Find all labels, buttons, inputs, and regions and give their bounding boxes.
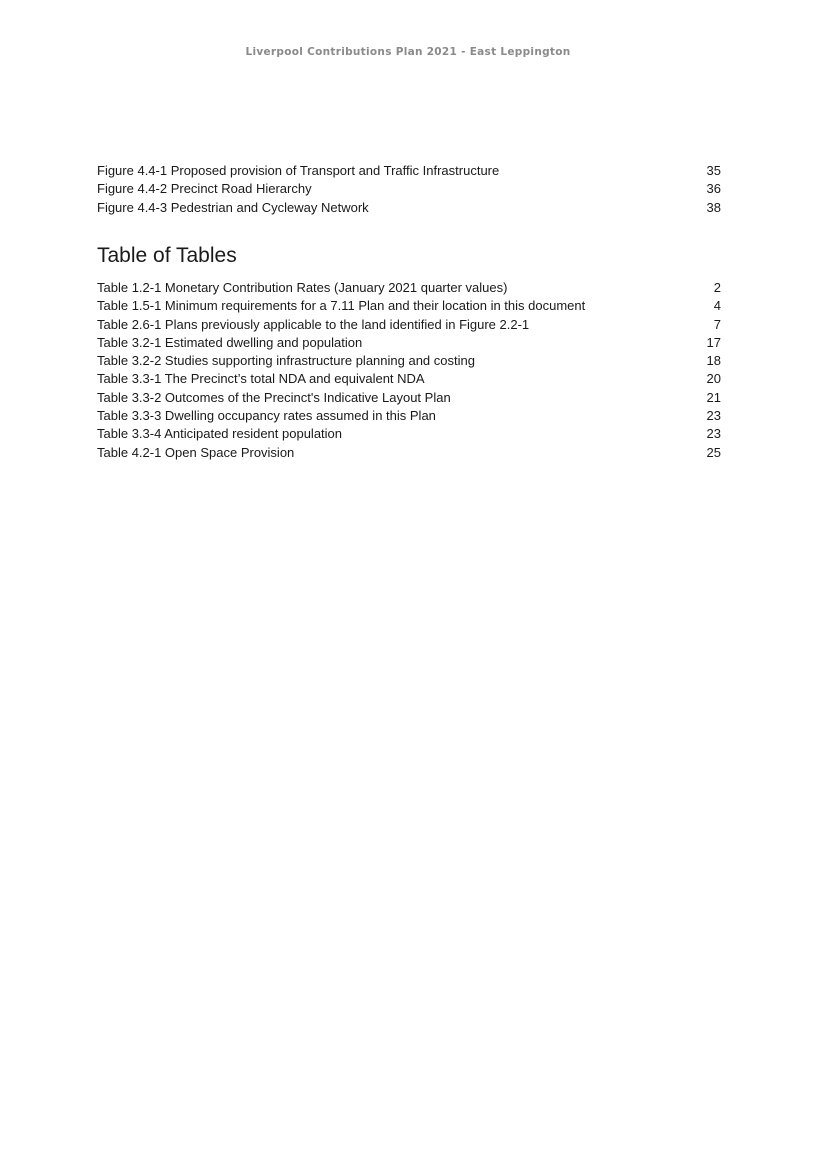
- table-of-tables-list: [97, 279, 721, 462]
- toc-entry-page: 23: [706, 426, 721, 442]
- toc-entry-page: 18: [706, 353, 721, 369]
- toc-entry-page: 17: [706, 334, 721, 350]
- toc-entry-page: 36: [706, 181, 721, 197]
- toc-entry[interactable]: [97, 297, 721, 315]
- toc-entry[interactable]: [97, 352, 721, 370]
- toc-entry-label: Table 3.3-4 Anticipated resident population: [97, 426, 343, 442]
- toc-entry-page: 21: [706, 389, 721, 405]
- toc-entry-label: Table 3.2-2 Studies supporting infrastructure planning and costing: [97, 353, 475, 369]
- toc-entry[interactable]: [97, 370, 721, 388]
- toc-entry-page: 20: [706, 371, 721, 387]
- table-of-figures-list: [97, 162, 721, 217]
- toc-entry-page: 38: [706, 199, 721, 215]
- toc-entry[interactable]: [97, 279, 721, 297]
- toc-entry-page: 35: [706, 163, 721, 178]
- toc-entry-label: Table 3.3-1 The Precinct’s total NDA and equivalent NDA: [97, 371, 425, 387]
- page-header: Liverpool Contributions Plan 2021 - East Leppington: [245, 46, 571, 58]
- toc-entry-page: 2: [713, 280, 721, 295]
- toc-entry-page: 23: [706, 408, 721, 424]
- table-of-tables-heading: Table of Tables: [97, 244, 237, 267]
- toc-entry-page: 25: [706, 444, 721, 460]
- toc-entry-page: 4: [713, 298, 721, 314]
- toc-entry-label: Table 3.3-3 Dwelling occupancy rates assumed in this Plan: [97, 408, 436, 424]
- toc-entry-label: Figure 4.4-2 Precinct Road Hierarchy: [97, 181, 312, 197]
- toc-entry[interactable]: [97, 389, 721, 407]
- toc-entry-label: Table 3.3-2 Outcomes of the Precinct's Indicative Layout Plan: [97, 389, 451, 405]
- toc-entry-page: 7: [713, 316, 721, 332]
- toc-entry-label: Table 1.5-1 Minimum requirements for a 7.11 Plan and their location in this document: [97, 298, 586, 314]
- toc-entry[interactable]: [97, 180, 721, 198]
- toc-entry[interactable]: [97, 407, 721, 425]
- toc-entry-label: Figure 4.4-3 Pedestrian and Cycleway Network: [97, 199, 369, 215]
- toc-entry[interactable]: [97, 316, 721, 334]
- toc-entry-label: Table 1.2-1 Monetary Contribution Rates (January 2021 quarter values): [97, 280, 508, 295]
- toc-entry[interactable]: [97, 425, 721, 443]
- toc-entry-label: Table 3.2-1 Estimated dwelling and population: [97, 334, 363, 350]
- toc-entry-label: Figure 4.4-1 Proposed provision of Transport and Traffic Infrastructure: [97, 163, 500, 178]
- toc-entry[interactable]: [97, 199, 721, 217]
- toc-entry[interactable]: [97, 444, 721, 462]
- toc-entry-label: Table 4.2-1 Open Space Provision: [97, 444, 295, 460]
- toc-entry[interactable]: [97, 162, 721, 180]
- toc-entry[interactable]: [97, 334, 721, 352]
- toc-entry-label: Table 2.6-1 Plans previously applicable to the land identified in Figure 2.2-1: [97, 316, 530, 332]
